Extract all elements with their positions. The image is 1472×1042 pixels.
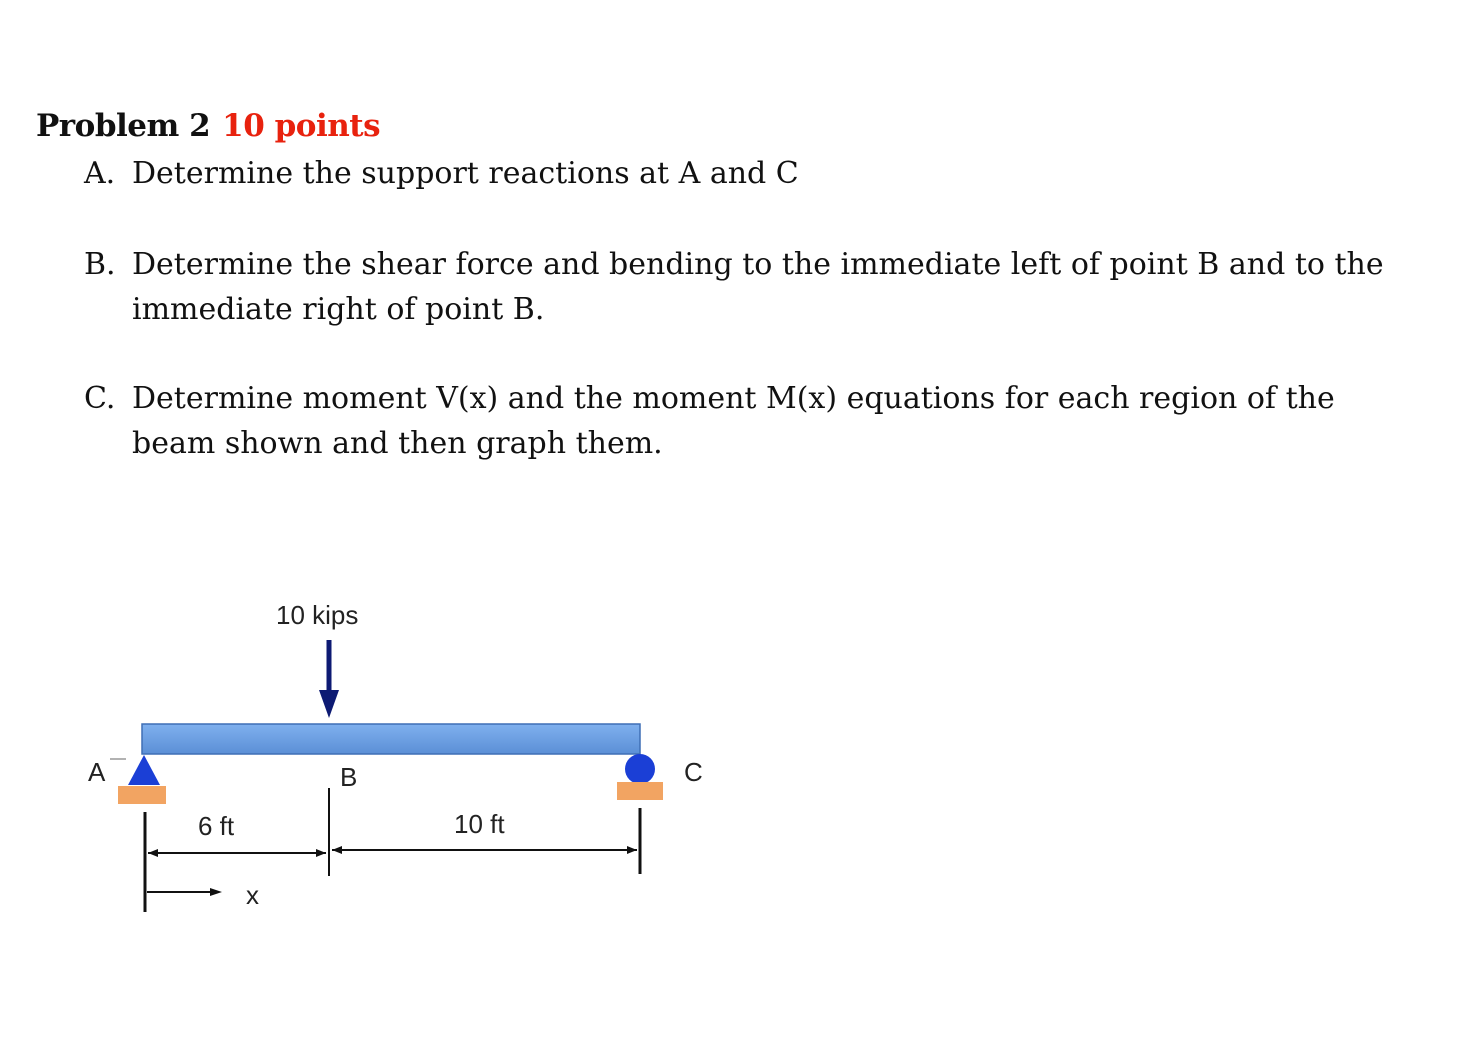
part-a-line-1: Determine the support reactions at A and C [132, 156, 799, 191]
pin-support-a [110, 755, 166, 804]
x-axis-arrow [147, 888, 222, 896]
load-label: 10 kips [276, 600, 359, 630]
point-c-label: C [684, 757, 703, 787]
part-b-line-1: Determine the shear force and bending to the immediate left of point B and to the [132, 247, 1384, 282]
part-c-line-1: Determine moment V(x) and the moment M(x) equations for each region of the [132, 381, 1335, 416]
dimension-left-label: 6 ft [198, 811, 235, 841]
part-c-mark: C. [84, 381, 116, 416]
roller-support-c [617, 754, 663, 800]
problem-title: Problem 2 [36, 108, 211, 144]
part-b-mark: B. [84, 247, 116, 282]
dimension-arrowheads [148, 846, 637, 857]
beam [142, 724, 640, 754]
problem-points: 10 points [222, 108, 381, 144]
dimension-right-label: 10 ft [454, 809, 505, 839]
point-b-label: B [340, 762, 358, 792]
part-a-mark: A. [84, 156, 116, 191]
x-axis-label: x [246, 880, 259, 910]
part-b-line-2: immediate right of point B. [132, 292, 545, 327]
part-c-line-2: beam shown and then graph them. [132, 426, 663, 461]
load-arrow [319, 640, 339, 718]
dimension-lines [145, 788, 640, 912]
point-a-label: A [88, 757, 106, 787]
